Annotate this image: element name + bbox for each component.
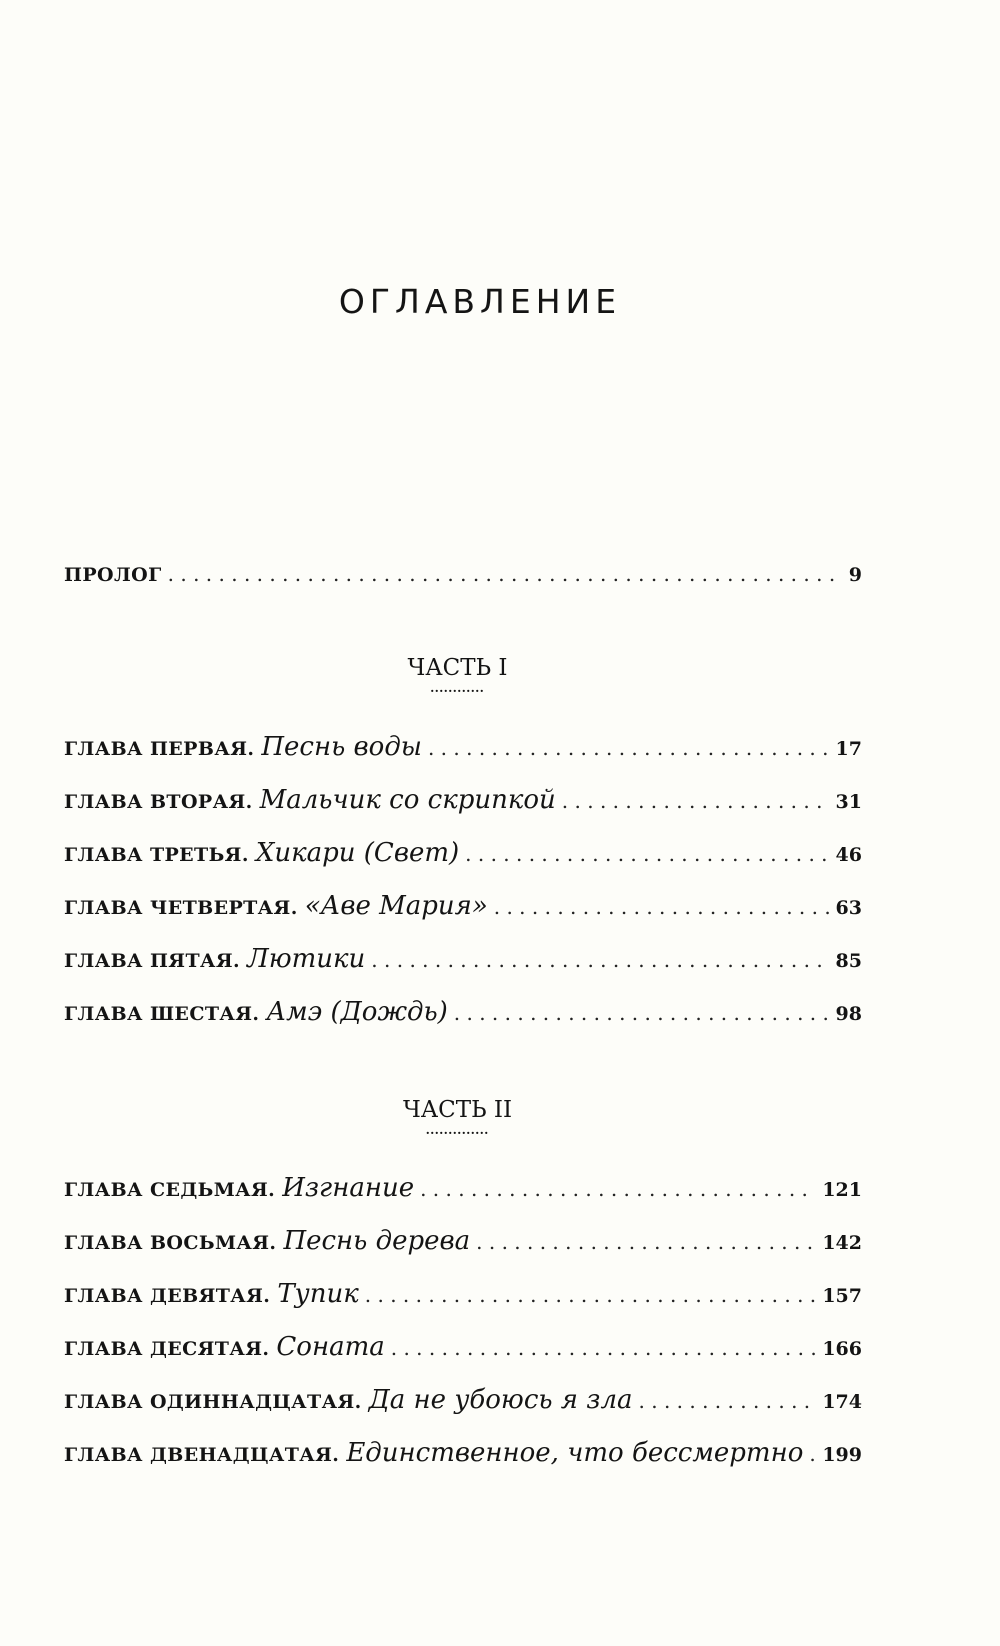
page-number: 174 <box>822 1391 862 1413</box>
entry-label: ПРОЛОГ <box>64 564 162 586</box>
toc-entry <box>64 997 862 1033</box>
entry-title: Соната <box>276 1332 385 1362</box>
entry-label: ГЛАВА ВТОРАЯ. <box>64 791 253 813</box>
entry-label: ГЛАВА ЧЕТВЕРТАЯ. <box>64 897 298 919</box>
page-number: 46 <box>835 844 862 866</box>
dot-leader <box>391 1336 817 1360</box>
dot-leader <box>371 948 829 972</box>
toc-entry-prologue <box>64 562 862 598</box>
entry-label: ГЛАВА ДВЕНАДЦАТАЯ. <box>64 1444 340 1466</box>
part-underline: ............ <box>430 681 485 696</box>
page-number: 31 <box>835 791 862 813</box>
entry-label: ГЛАВА ВОСЬМАЯ. <box>64 1232 277 1254</box>
toc-entry <box>64 1438 862 1474</box>
dot-leader <box>809 1442 816 1466</box>
toc-entry <box>64 1385 862 1421</box>
entry-title: Изгнание <box>282 1173 415 1203</box>
toc-entry <box>64 732 862 768</box>
dot-leader <box>420 1177 816 1201</box>
dot-leader <box>454 1001 830 1025</box>
entry-label: ГЛАВА ДЕСЯТАЯ. <box>64 1338 270 1360</box>
entry-title: «Аве Мария» <box>304 891 488 921</box>
dot-leader <box>562 789 830 813</box>
entry-title: Песнь воды <box>261 732 422 762</box>
toc-entry <box>64 944 862 980</box>
entry-title: Амэ (Дождь) <box>266 997 448 1027</box>
entry-label: ГЛАВА ОДИННАДЦАТАЯ. <box>64 1391 362 1413</box>
entry-label: ГЛАВА ПЯТАЯ. <box>64 950 241 972</box>
entry-label: ГЛАВА ПЕРВАЯ. <box>64 738 255 760</box>
dot-leader <box>494 895 830 919</box>
page-title: ОГЛАВЛЕНИЕ <box>338 282 622 321</box>
dot-leader <box>428 736 830 760</box>
entry-title: Песнь дерева <box>283 1226 471 1256</box>
part-heading: ЧАСТЬ I <box>407 655 508 681</box>
toc-entry <box>64 1332 862 1368</box>
dot-leader <box>168 562 843 586</box>
entry-title: Хикари (Свет) <box>255 838 460 868</box>
entry-label: ГЛАВА ШЕСТАЯ. <box>64 1003 260 1025</box>
page-number: 121 <box>822 1179 862 1201</box>
page-number: 166 <box>822 1338 862 1360</box>
toc-entry <box>64 838 862 874</box>
entry-label: ГЛАВА ТРЕТЬЯ. <box>64 844 249 866</box>
page-number: 199 <box>822 1444 862 1466</box>
page-number: 85 <box>835 950 862 972</box>
part-underline: .............. <box>426 1123 489 1138</box>
page-number: 63 <box>835 897 862 919</box>
page-number: 157 <box>822 1285 862 1307</box>
part-heading: ЧАСТЬ II <box>402 1097 513 1123</box>
toc-entry <box>64 891 862 927</box>
page-number: 142 <box>822 1232 862 1254</box>
toc-entry <box>64 1279 862 1315</box>
page-number: 9 <box>848 564 862 586</box>
toc-entry <box>64 1226 862 1262</box>
toc-entry <box>64 785 862 821</box>
dot-leader <box>639 1389 817 1413</box>
entry-title: Тупик <box>277 1279 359 1309</box>
toc-entry <box>64 1173 862 1209</box>
entry-label: ГЛАВА ДЕВЯТАЯ. <box>64 1285 271 1307</box>
dot-leader <box>365 1283 817 1307</box>
entry-title: Мальчик со скрипкой <box>259 785 556 815</box>
entry-title: Единственное, что бессмертно <box>346 1438 804 1468</box>
dot-leader <box>476 1230 816 1254</box>
entry-title: Да не убоюсь я зла <box>368 1385 633 1415</box>
entry-title: Лютики <box>247 944 366 974</box>
dot-leader <box>465 842 829 866</box>
entry-label: ГЛАВА СЕДЬМАЯ. <box>64 1179 276 1201</box>
page-number: 17 <box>835 738 862 760</box>
page-number: 98 <box>835 1003 862 1025</box>
